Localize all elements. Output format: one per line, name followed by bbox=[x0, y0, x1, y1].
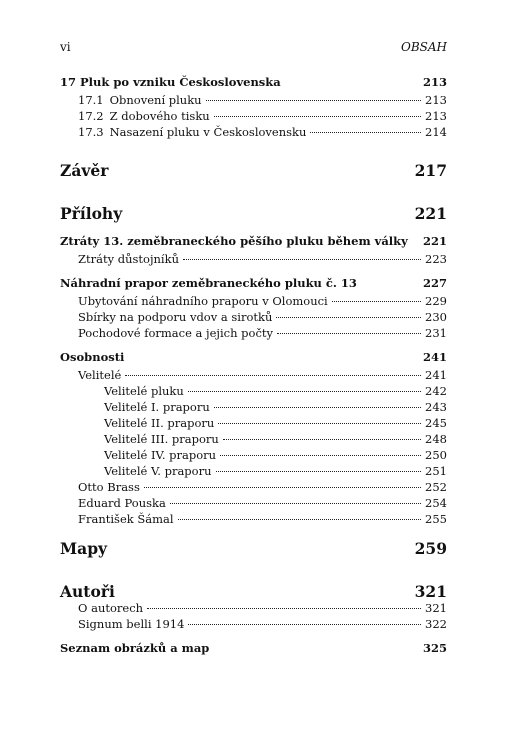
toc-entry-ztraty[interactable]: Ztráty 13. zeměbraneckého pěšího pluku během války 221 bbox=[60, 234, 447, 248]
toc-entry-sub[interactable]: František Šámal 255 bbox=[78, 510, 447, 526]
leader-dots bbox=[206, 88, 421, 101]
leader-dots bbox=[220, 443, 421, 456]
toc-entry-subsub[interactable]: Velitelé III. praporu 248 bbox=[104, 430, 447, 446]
toc-entry-sub[interactable]: Ubytování náhradního praporu v Olomouci 229 bbox=[78, 292, 447, 308]
leader-dots bbox=[170, 491, 421, 504]
page-number: vi bbox=[60, 40, 71, 54]
leader-dots bbox=[144, 475, 421, 488]
toc-entry-sub[interactable]: Sbírky na podporu vdov a sirotků 230 bbox=[78, 308, 447, 324]
leader-dots bbox=[188, 612, 421, 625]
leader-dots bbox=[216, 459, 422, 472]
toc-entry-zaver[interactable]: Závěr 217 bbox=[60, 161, 447, 180]
running-title: OBSAH bbox=[400, 40, 447, 54]
leader-dots bbox=[125, 363, 421, 376]
leader-dots bbox=[218, 411, 421, 424]
toc-entry-sub[interactable]: O autorech 321 bbox=[78, 599, 447, 615]
leader-dots bbox=[214, 104, 421, 117]
leader-dots bbox=[276, 305, 421, 318]
leader-dots bbox=[183, 247, 421, 260]
toc-entry-sub[interactable]: Ztráty důstojníků 223 bbox=[78, 250, 447, 266]
toc-entry-subsub[interactable]: Velitelé II. praporu 245 bbox=[104, 414, 447, 430]
toc-entry-prilohy[interactable]: Přílohy 221 bbox=[60, 204, 447, 223]
leader-dots bbox=[277, 321, 421, 334]
toc-entry-subsub[interactable]: Velitelé IV. praporu 250 bbox=[104, 446, 447, 462]
toc-entry-section[interactable]: 17.3 Nasazení pluku v Československu 214 bbox=[78, 123, 447, 139]
toc-entry-section[interactable]: 17.2 Z dobového tisku 213 bbox=[78, 107, 447, 123]
toc-entry-subsub[interactable]: Velitelé I. praporu 243 bbox=[104, 398, 447, 414]
leader-dots bbox=[214, 395, 421, 408]
leader-dots bbox=[147, 596, 421, 609]
toc-entry-subsub[interactable]: Velitelé V. praporu 251 bbox=[104, 462, 447, 478]
toc-entry-autori[interactable]: Autoři 321 bbox=[60, 582, 447, 601]
toc-entry-nahradni-prapor[interactable]: Náhradní prapor zeměbraneckého pluku č. 13 227 bbox=[60, 276, 447, 290]
toc-entry-subsub[interactable]: Velitelé pluku 242 bbox=[104, 382, 447, 398]
toc-entry-sub[interactable]: Eduard Pouska 254 bbox=[78, 494, 447, 510]
leader-dots bbox=[223, 427, 421, 440]
leader-dots bbox=[188, 379, 421, 392]
toc-entry-osobnosti[interactable]: Osobnosti 241 bbox=[60, 350, 447, 364]
toc-entry-sub[interactable]: Pochodové formace a jejich počty 231 bbox=[78, 324, 447, 340]
leader-dots bbox=[178, 507, 422, 520]
leader-dots bbox=[332, 289, 421, 302]
toc-entry-sub[interactable]: Signum belli 1914 322 bbox=[78, 615, 447, 631]
toc-entry-sub[interactable]: Otto Brass 252 bbox=[78, 478, 447, 494]
toc-entry-chapter-17[interactable]: 17 Pluk po vzniku Československa 213 bbox=[60, 75, 447, 89]
toc-entry-mapy[interactable]: Mapy 259 bbox=[60, 539, 447, 558]
leader-dots bbox=[310, 120, 421, 133]
toc-entry-section[interactable]: 17.1 Obnovení pluku 213 bbox=[78, 91, 447, 107]
toc-entry-sub[interactable]: Velitelé 241 bbox=[78, 366, 447, 382]
toc-entry-seznam-obrazku[interactable]: Seznam obrázků a map 325 bbox=[60, 641, 447, 655]
